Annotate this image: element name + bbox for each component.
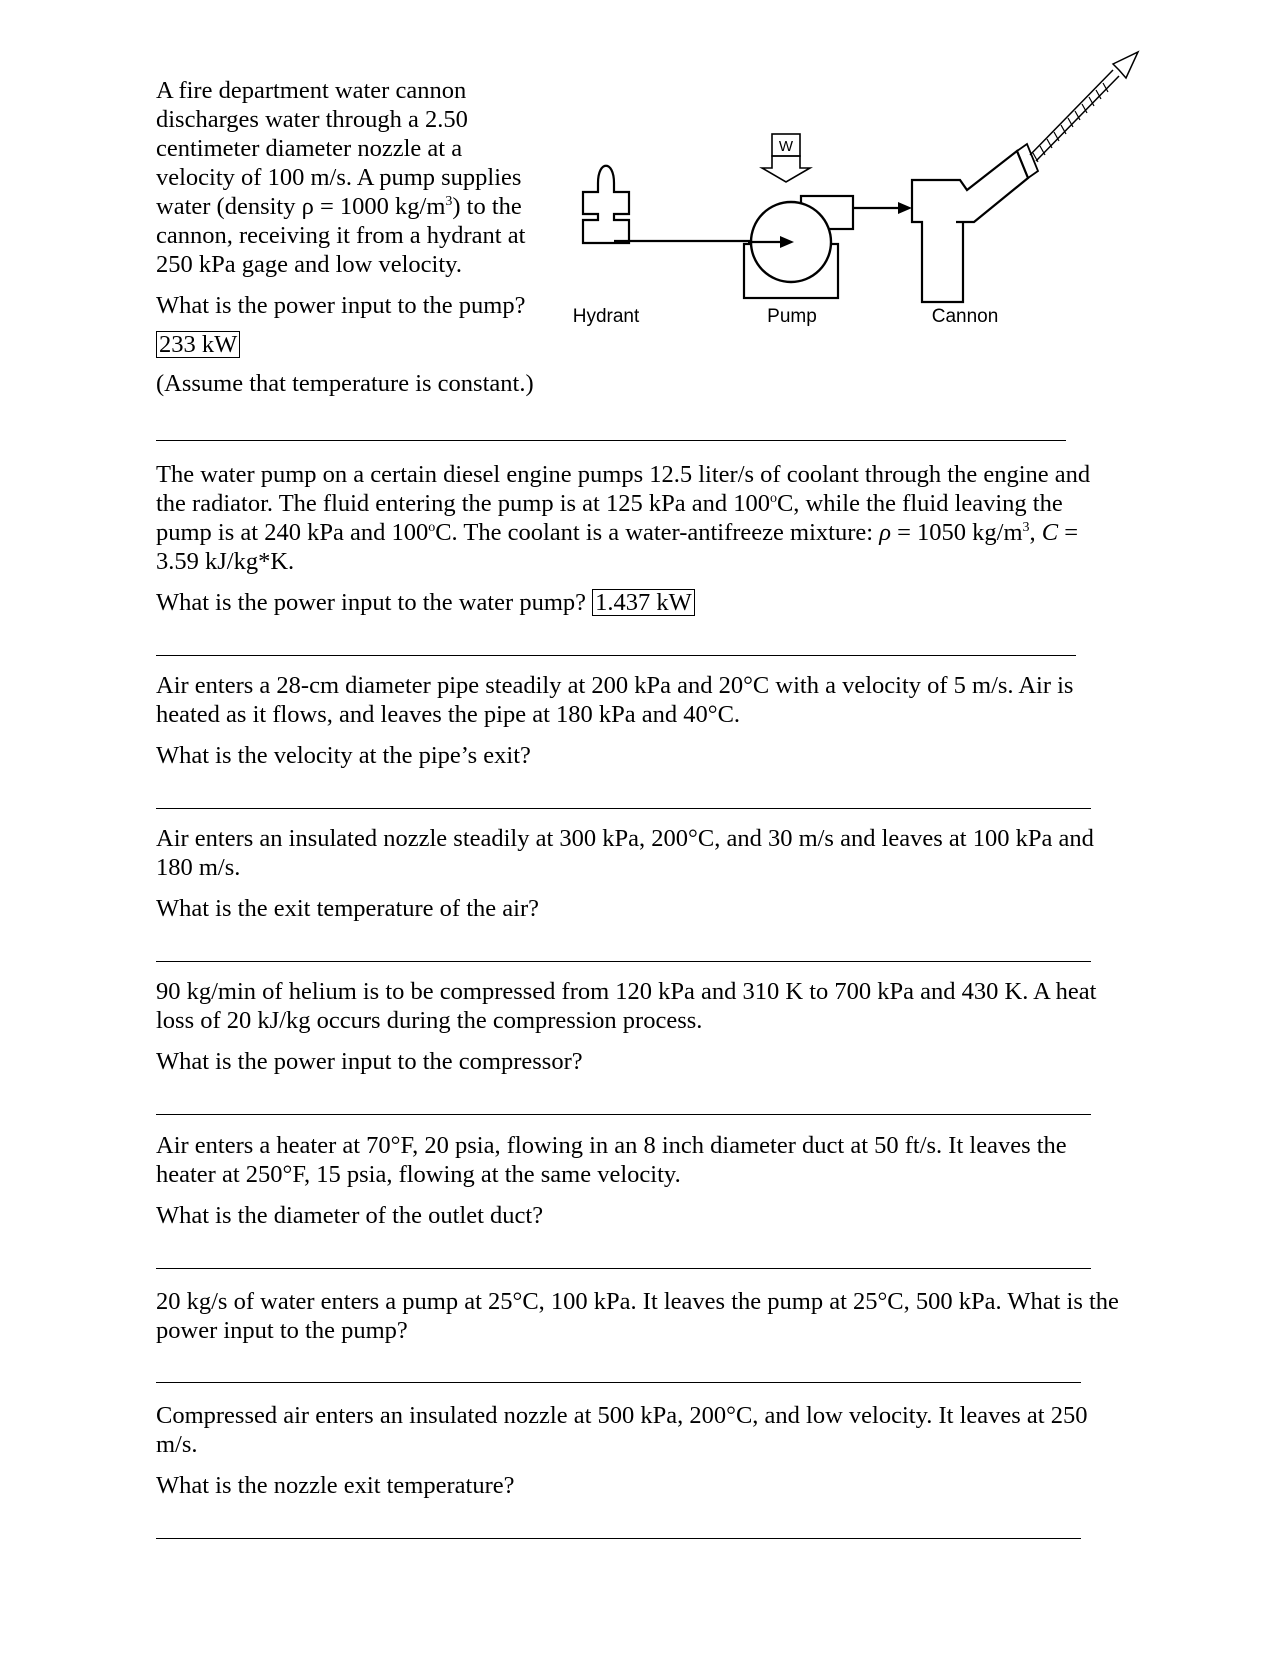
problem-3 xyxy=(156,671,1116,770)
problem-2-text: The water pump on a certain diesel engine pumps 12.5 liter/s of coolant through the engine and the radiator. The fluid entering the pump is at 125 kPa and 100$^o$C, while the fluid leaving the pump is at 240 kPa and 100$^o$C. The coolant is a water-antifreeze mixture: ρ = 1050 $kg/m^3$, C = 3.59 kJ/kg*K. xyxy=(156,461,1091,575)
problem-8-text: Compressed air enters an insulated nozzle at 500 kPa, 200°C, and low velocity. It leaves at 250 m/s. xyxy=(156,1402,1088,1458)
problem-7 xyxy=(156,1287,1121,1345)
problem-1-text: A fire department water cannon discharges water through a 2.50 centimeter diameter nozzle at a velocity of 100 m/s. A pump supplies water (density ρ = 1000 $kg/m^3$) to the cannon, receiving it from a hydrant at 250 kPa gage and low velocity. xyxy=(156,77,526,278)
problem-1-question: What is the power input to the pump? xyxy=(156,292,526,319)
problem-2 xyxy=(156,460,1116,617)
water-stream xyxy=(1030,70,1119,161)
stream-arrowhead-icon xyxy=(1113,52,1138,78)
work-arrow-icon xyxy=(762,156,810,182)
problem-2-question-line xyxy=(156,588,1116,617)
problem-2-question: What is the power input to the water pump? xyxy=(156,589,586,616)
problem-4-text: Air enters an insulated nozzle steadily at 300 kPa, 200°C, and 30 m/s and leaves at 100 kPa and 180 m/s. xyxy=(156,825,1094,881)
problem-1-answer: 233 kW xyxy=(156,331,240,358)
separator-rule xyxy=(156,440,1066,441)
problem-8-question: What is the nozzle exit temperature? xyxy=(156,1472,515,1499)
problem-3-text: Air enters a 28-cm diameter pipe steadily at 200 kPa and 20°C with a velocity of 5 m/s. Air is heated as it flows, and leaves the pipe at 180 kPa and 40°C. xyxy=(156,672,1074,728)
problem-6 xyxy=(156,1131,1116,1230)
cannon-label: Cannon xyxy=(931,306,999,327)
separator-rule xyxy=(156,1268,1091,1269)
problem-6-question: What is the diameter of the outlet duct? xyxy=(156,1202,544,1229)
problem-1 xyxy=(156,76,546,398)
w-label: W xyxy=(778,138,794,155)
problem-5-question: What is the power input to the compressor? xyxy=(156,1048,583,1075)
problem-2-answer: 1.437 kW xyxy=(592,589,695,616)
problem-4-question: What is the exit temperature of the air? xyxy=(156,895,539,922)
hydrant-label: Hydrant xyxy=(572,306,640,327)
separator-rule xyxy=(156,961,1091,962)
separator-rule xyxy=(156,808,1091,809)
hydrant-pump-cannon-diagram xyxy=(560,40,1180,330)
problem-8 xyxy=(156,1401,1121,1500)
problem-5-text: 90 kg/min of helium is to be compressed from 120 kPa and 310 K to 700 kPa and 430 K. A heat loss of 20 kJ/kg occurs during the compression process. xyxy=(156,978,1097,1034)
problem-7-text: 20 kg/s of water enters a pump at 25°C, 100 kPa. It leaves the pump at 25°C, 500 kPa. What is the power input to the pump? xyxy=(156,1288,1119,1344)
problem-5 xyxy=(156,977,1136,1076)
hydrant-shape xyxy=(583,166,629,243)
separator-rule xyxy=(156,1538,1081,1539)
pump-label: Pump xyxy=(767,306,817,327)
separator-rule xyxy=(156,1382,1081,1383)
separator-rule xyxy=(156,1114,1091,1115)
problem-3-question: What is the velocity at the pipe’s exit? xyxy=(156,742,531,769)
problem-1-note: (Assume that temperature is constant.) xyxy=(156,370,534,397)
separator-rule xyxy=(156,655,1076,656)
problem-4 xyxy=(156,824,1116,923)
flow-arrow-2-icon xyxy=(898,202,912,214)
cannon-body xyxy=(912,151,1028,302)
problem-6-text: Air enters a heater at 70°F, 20 psia, flowing in an 8 inch diameter duct at 50 ft/s. It leaves the heater at 250°F, 15 psia, flowing at the same velocity. xyxy=(156,1132,1067,1188)
